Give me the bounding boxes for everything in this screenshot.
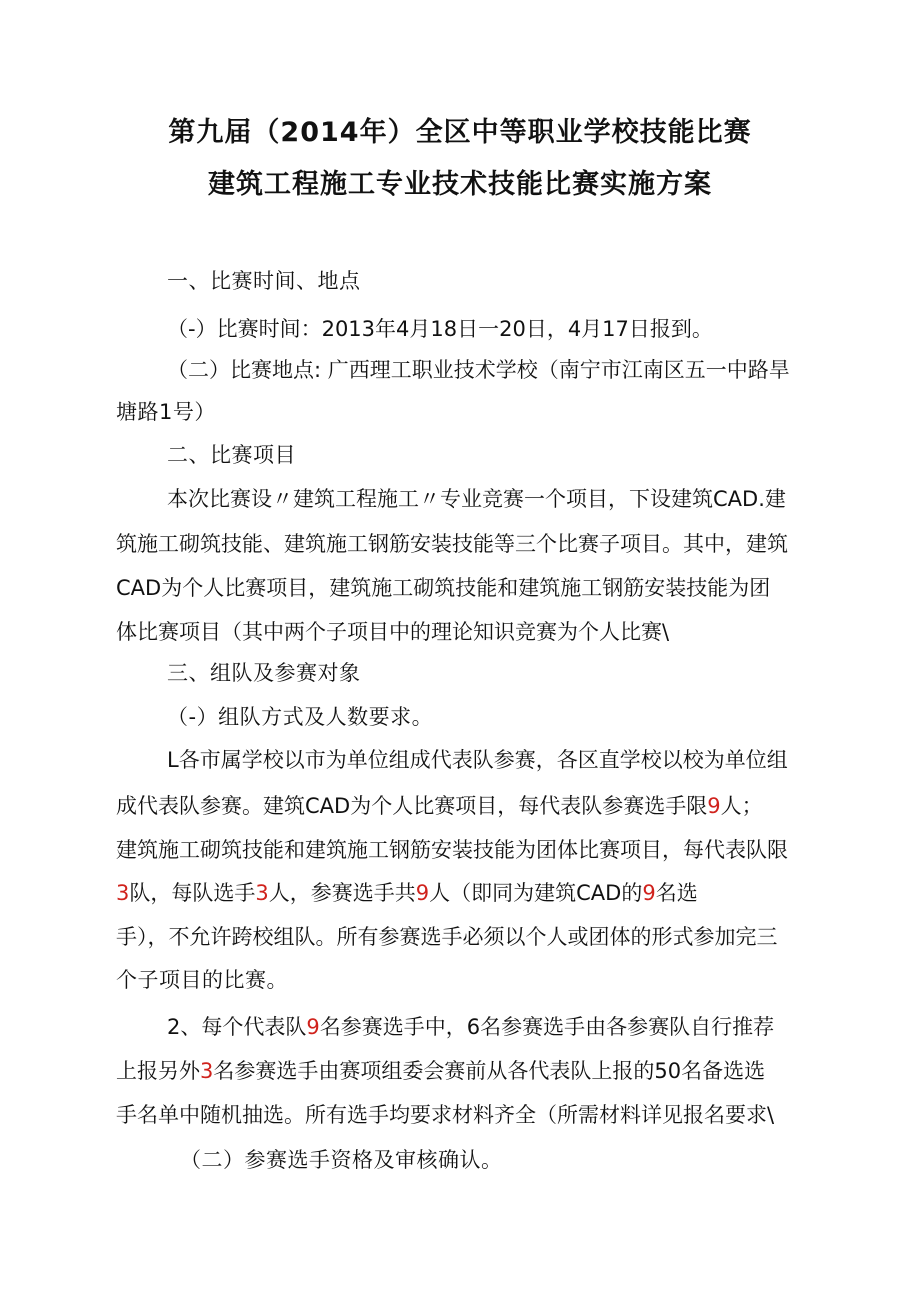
section-2-paragraph-line3: CAD为个人比赛项目，建筑施工砌筑技能和建筑施工钢筋安装技能为团 — [116, 576, 771, 600]
item2-line2-text-b: 名参赛选手由赛项组委会赛前从各代表队上报的50名备选选 — [213, 1059, 766, 1083]
section-3-subheading-1: （-）组队方式及人数要求。 — [167, 705, 434, 729]
section-3-item1-line3: 建筑施工砌筑技能和建筑施工钢筋安装技能为团体比赛项目，每代表队限 — [116, 838, 788, 862]
item1-line2-text-b: 人； — [720, 794, 763, 818]
item2-line2-text-a: 上报另外 — [116, 1059, 200, 1083]
section-2-paragraph-line1: 本次比赛设〃建筑工程施工〃专业竞赛一个项目，下设建筑CAD.建 — [167, 487, 786, 511]
total-players-number: 9 — [415, 881, 430, 905]
teams-limit-number: 3 — [116, 881, 130, 905]
item1-line4-text-c: 人（即同为建筑CAD的 — [429, 881, 643, 905]
item2-line1-text-b: 名参赛选手中，6名参赛选手由各参赛队自行推荐 — [319, 1015, 775, 1039]
cad-players-number: 9 — [642, 881, 656, 905]
item1-line4-text-b: 人，参赛选手共 — [268, 881, 416, 905]
section-3-item1-line6: 个子项目的比赛。 — [116, 968, 288, 992]
item2-line1-text-a: 2、每个代表队 — [167, 1015, 307, 1039]
document-title-line2: 建筑工程施工专业技术技能比赛实施方案 — [208, 169, 712, 200]
section-2-heading: 二、比赛项目 — [167, 443, 296, 467]
section-1-heading: 一、比赛时间、地点 — [167, 269, 361, 293]
item1-line2-text-a: 成代表队参赛。建筑CAD为个人比赛项目，每代表队参赛选手限 — [116, 794, 708, 818]
section-1-paragraph-location-line2: 塘路1号） — [116, 400, 216, 424]
item1-line4-text-a: 队，每队选手 — [129, 881, 256, 905]
players-per-team-number: 3 — [255, 881, 269, 905]
section-3-item1-line5: 手），不允许跨校组队。所有参赛选手必须以个人或团体的形式参加完三 — [116, 925, 778, 949]
team-players-number: 9 — [306, 1015, 320, 1039]
section-3-item1-line1: L各市属学校以市为单位组成代表队参赛，各区直学校以校为单位组 — [167, 748, 788, 772]
section-3-item1-line2 — [116, 791, 763, 821]
players-limit-number: 9 — [707, 794, 721, 818]
section-3-item1-line4 — [116, 878, 698, 908]
section-3-subheading-2: （二）参赛选手资格及审核确认。 — [180, 1148, 503, 1172]
document-title-line1: 第九届（2014年）全区中等职业学校技能比赛 — [168, 117, 752, 148]
section-3-item2-line2 — [116, 1056, 765, 1086]
section-1-paragraph-time: （-）比赛时间：2013年4月18日一20日，4月17日报到。 — [167, 317, 713, 341]
item1-line4-text-d: 名选 — [655, 881, 698, 905]
committee-selected-number: 3 — [200, 1059, 214, 1083]
section-3-item2-line3: 手名单中随机抽选。所有选手均要求材料齐全（所需材料详见报名要求\ — [116, 1103, 775, 1127]
section-3-item2-line1 — [167, 1012, 774, 1042]
section-1-paragraph-location-line1: （二）比赛地点: 广西理工职业技术学校（南宁市江南区五一中路旱 — [167, 358, 790, 382]
section-2-paragraph-line4: 体比赛项目（其中两个子项目中的理论知识竞赛为个人比赛\ — [116, 620, 670, 644]
section-2-paragraph-line2: 筑施工砌筑技能、建筑施工钢筋安装技能等三个比赛子项目。其中，建筑 — [116, 532, 788, 556]
section-3-heading: 三、组队及参赛对象 — [167, 661, 361, 685]
